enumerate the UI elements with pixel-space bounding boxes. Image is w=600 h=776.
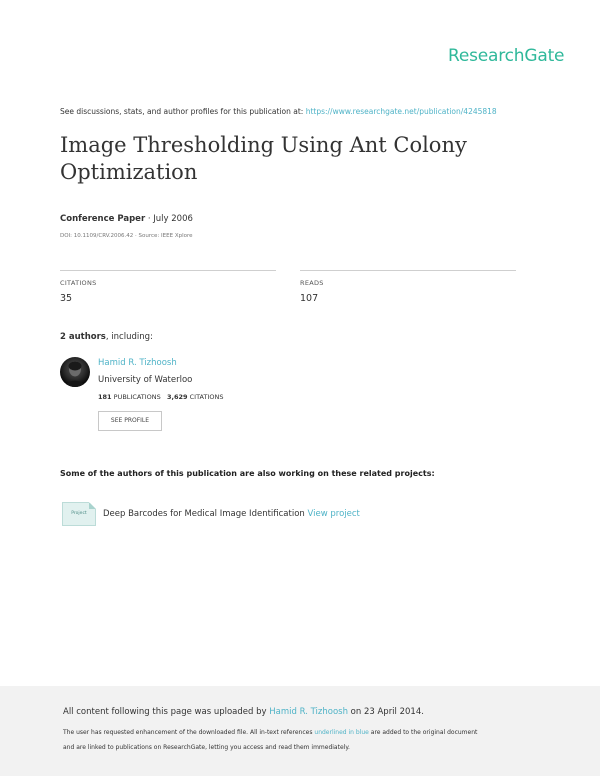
upload-prefix: All content following this page was uploaded by	[63, 707, 270, 717]
project-item	[103, 509, 360, 519]
author-name-link[interactable]: Hamid R. Tizhoosh	[98, 358, 177, 368]
researchgate-logo[interactable]: ResearchGate	[448, 46, 565, 66]
underlined-in-blue-text: underlined in blue	[314, 729, 369, 736]
author-photo-icon	[60, 357, 90, 387]
publication-date: · July 2006	[145, 214, 193, 224]
uploader-link[interactable]: Hamid R. Tizhoosh	[269, 707, 348, 717]
author-publications-count: 181	[98, 393, 112, 401]
publication-meta	[60, 214, 193, 224]
reads-stat	[300, 270, 516, 304]
view-project-link[interactable]: View project	[307, 509, 360, 519]
author-citations-label: CITATIONS	[187, 393, 224, 401]
upload-suffix: on 23 April 2014.	[347, 707, 424, 717]
see-profile-button[interactable]: SEE PROFILE	[98, 411, 162, 431]
citations-label: CITATIONS	[60, 279, 97, 287]
reads-label: READS	[300, 279, 324, 287]
authors-count: 2 authors	[60, 332, 106, 342]
publication-title: Image Thresholding Using Ant Colony Optimization	[60, 133, 467, 184]
author-citations-count: 3,629	[167, 393, 188, 401]
project-icon	[62, 502, 96, 526]
publication-doi: DOI: 10.1109/CRV.2006.42 · Source: IEEE Xplore	[60, 233, 193, 239]
enhancement-prefix: The user has requested enhancement of the downloaded file. All in-text references	[63, 729, 315, 736]
author-publications-label: PUBLICATIONS	[111, 393, 167, 401]
enhancement-notice-line2: and are linked to publications on ResearchGate, letting you access and read them immediately.	[63, 744, 350, 751]
project-title: Deep Barcodes for Medical Image Identification	[103, 509, 308, 519]
reads-count: 107	[300, 293, 319, 304]
project-icon-label: Project	[71, 511, 87, 516]
project-fold-icon	[89, 502, 96, 509]
author-institution: University of Waterloo	[98, 375, 193, 385]
discussion-text: See discussions, stats, and author profiles for this publication at:	[60, 107, 306, 116]
upload-notice	[63, 707, 424, 717]
citations-count: 35	[60, 293, 73, 304]
enhancement-suffix: are added to the original document	[368, 729, 478, 736]
related-projects-heading: Some of the authors of this publication are also working on these related projects:	[60, 469, 435, 478]
authors-heading-rest: , including:	[105, 332, 153, 342]
citations-stat	[60, 270, 276, 304]
author-stats	[98, 393, 223, 401]
discussion-line	[60, 107, 497, 116]
authors-heading	[60, 332, 153, 342]
enhancement-notice	[63, 729, 477, 736]
publication-type: Conference Paper	[60, 214, 146, 224]
publication-url-link[interactable]: https://www.researchgate.net/publication/4245818	[305, 107, 497, 116]
author-avatar[interactable]	[60, 357, 90, 387]
